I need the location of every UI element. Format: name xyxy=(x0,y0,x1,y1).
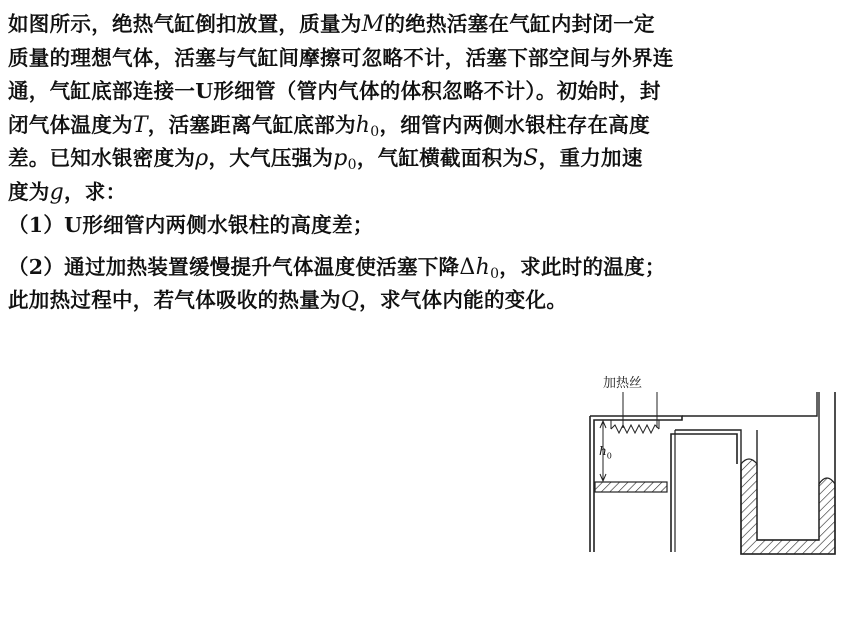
text-segment: 差。已知水银密度为 xyxy=(8,146,196,170)
text-segment: （1）U形细管内两侧水银柱的高度差； xyxy=(8,213,374,237)
text-segment: 的绝热活塞在气缸内封闭一定 xyxy=(384,12,655,36)
connecting-tube-bottom xyxy=(675,430,741,464)
math-sub-0: 0 xyxy=(347,157,357,173)
math-T: T xyxy=(132,112,148,138)
text-segment: ，气缸横截面积为 xyxy=(356,146,524,170)
math-rho: ρ xyxy=(195,146,209,171)
heater-coil xyxy=(611,425,659,433)
text-segment: ，求： xyxy=(64,179,127,204)
question-2 xyxy=(8,251,836,285)
text-segment: 通，气缸底部连接一U形细管（管内气体的体积忽略不计）。初始时，封 xyxy=(8,79,661,103)
cylinder-right-wall xyxy=(671,434,737,552)
text-segment: 度为 xyxy=(8,179,50,204)
connecting-tube-top xyxy=(682,392,817,416)
math-p0 xyxy=(333,146,357,171)
math-h0 xyxy=(356,113,380,138)
mercury-column xyxy=(741,459,835,554)
math-h: h xyxy=(475,254,491,280)
problem-line-6 xyxy=(8,176,836,210)
math-S: S xyxy=(523,146,539,171)
problem-line-2 xyxy=(8,42,836,76)
u-tube-left-inner xyxy=(757,392,819,540)
math-M: M xyxy=(361,12,385,37)
math-h0 xyxy=(476,255,500,280)
math-sub-0: 0 xyxy=(490,265,500,282)
h-sub: 0 xyxy=(606,451,612,461)
text-segment: 质量的理想气体，活塞与气缸间摩擦可忽略不计，活塞下部空间与外界连 xyxy=(8,45,674,70)
text-segment: ，活塞距离气缸底部为 xyxy=(147,112,356,137)
apparatus-diagram xyxy=(585,372,841,562)
problem-text xyxy=(8,8,836,318)
text-segment: ，求此时的温度； xyxy=(499,254,666,279)
text-segment: ，求气体内能的变化。 xyxy=(359,288,568,312)
text-segment: 如图所示，绝热气缸倒扣放置，质量为 xyxy=(8,12,362,36)
piston xyxy=(595,482,667,492)
math-p: p xyxy=(333,146,348,171)
text-segment: ，细管内两侧水银柱存在高度 xyxy=(379,112,650,137)
math-h: h xyxy=(355,112,371,138)
math-sub-0: 0 xyxy=(370,123,380,140)
h-label: h xyxy=(599,444,607,458)
problem-line-4 xyxy=(8,109,836,143)
math-g: g xyxy=(49,179,64,205)
text-segment: ，重力加速 xyxy=(538,146,643,170)
problem-line-1 xyxy=(8,8,836,42)
problem-line-3 xyxy=(8,75,836,109)
text-segment: 闭气体温度为 xyxy=(8,112,133,137)
heater-label: 加热丝 xyxy=(603,376,643,391)
apparatus-figure xyxy=(585,372,841,562)
question-2-continued xyxy=(8,284,836,318)
text-segment: ，大气压强为 xyxy=(208,146,334,170)
text-segment: （2）通过加热装置缓慢提升气体温度使活塞下降 xyxy=(8,254,460,279)
math-delta: Δ xyxy=(459,254,476,280)
h0-label xyxy=(599,444,612,460)
text-segment: 此加热过程中，若气体吸收的热量为 xyxy=(8,288,341,312)
question-1 xyxy=(8,209,836,243)
problem-line-5 xyxy=(8,142,836,176)
math-Q: Q xyxy=(340,288,360,313)
